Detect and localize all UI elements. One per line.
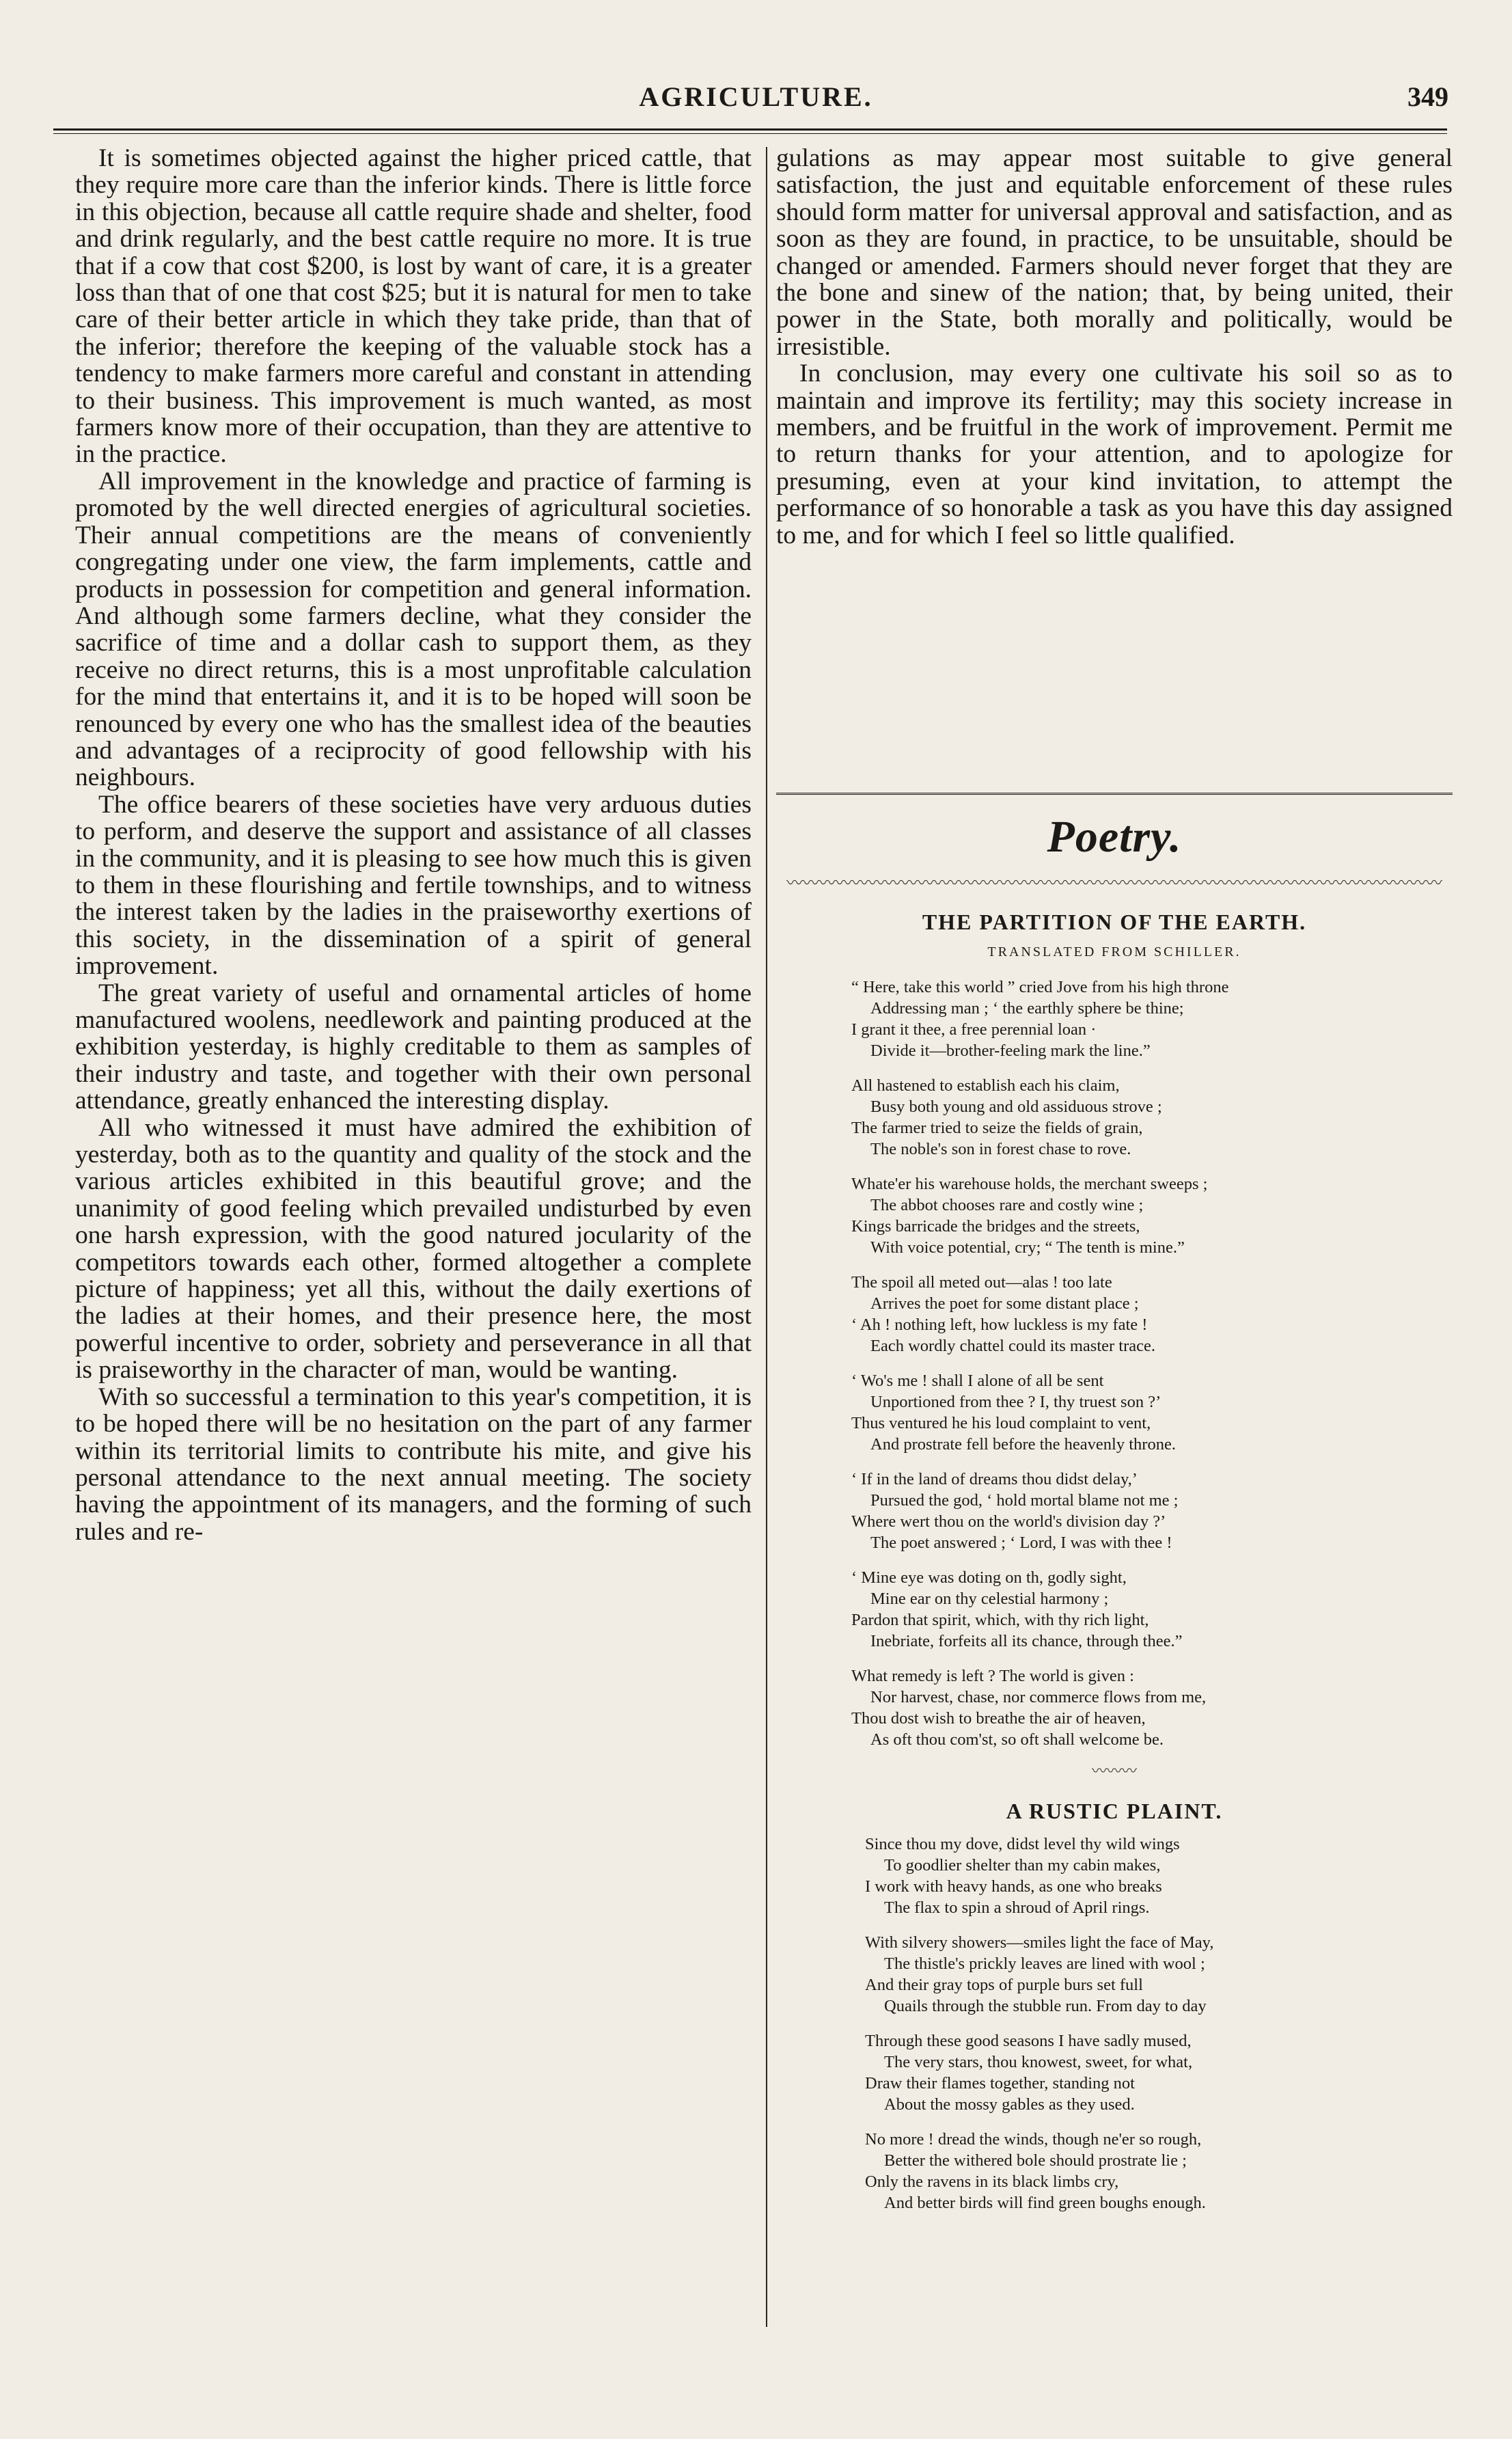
verse-line: The noble's son in forest chase to rove. [870, 1140, 1131, 1158]
verse-line: The abbot chooses rare and costly wine ; [870, 1196, 1144, 1214]
verse-line: Thou dost wish to breathe the air of heaven, [851, 1709, 1146, 1728]
poem-stanzas [776, 1834, 1453, 2213]
verse-line: The spoil all meted out—alas ! too late [851, 1273, 1112, 1292]
verse-line: I work with heavy hands, as one who breaks [865, 1877, 1162, 1896]
wavy-divider: 〰〰〰〰〰〰〰〰〰〰〰〰〰〰〰〰〰〰〰〰〰〰〰〰〰〰〰〰〰〰〰〰〰〰〰〰〰〰〰〰 [786, 875, 1442, 892]
stanza [776, 1469, 1453, 1553]
poem-stanzas [776, 977, 1453, 1750]
stanza [776, 1834, 1453, 1918]
verse-line: “ Here, take this world ” cried Jove from his high throne [851, 978, 1229, 996]
verse-line: To goodlier shelter than my cabin makes, [884, 1856, 1161, 1875]
verse-line: Pursued the god, ‘ hold mortal blame not me ; [870, 1491, 1179, 1510]
stanza [776, 1665, 1453, 1750]
running-title: AGRICULTURE. [639, 81, 873, 112]
stanza [776, 2030, 1453, 2115]
stanza [776, 1272, 1453, 1357]
verse-line: Pardon that spirit, which, with thy rich light, [851, 1611, 1149, 1629]
verse-line: Busy both young and old assiduous strove ; [870, 1098, 1162, 1116]
verse-line: Whate'er his warehouse holds, the merchant sweeps ; [851, 1175, 1208, 1193]
verse-line: ‘ If in the land of dreams thou didst delay,’ [851, 1470, 1138, 1488]
stanza [776, 1567, 1453, 1652]
verse-line: I grant it thee, a free perennial loan · [851, 1020, 1097, 1039]
verse-line: The farmer tried to seize the fields of grain, [851, 1119, 1143, 1137]
verse-line: No more ! dread the winds, though ne'er so rough, [865, 2130, 1202, 2149]
verse-line: With voice potential, cry; “ The tenth is mine.” [870, 1238, 1185, 1257]
paragraph: All who witnessed it must have admired the exhibition of yesterday, both as to the quantity and quality of the stock and the various articles exhibited in this beautiful grove; and the unanimity of good feeling which prevailed undisturbed by even one harsh expression, with the good natured jocularity of the competitors towards each other, formed altogether a complete picture of happiness; yet all this, without the daily exertions of the ladies at their homes, and their presence here, the most powerful incentive to order, sobriety and perseverance in all that is praiseworthy in the character of man, would be wanting. [75, 1113, 752, 1385]
verse-line: Unportioned from thee ? I, thy truest son ?’ [870, 1393, 1162, 1411]
verse-line: Nor harvest, chase, nor commerce flows from me, [870, 1688, 1207, 1706]
paragraph: It is sometimes objected against the higher priced cattle, that they require more care than the inferior kinds. There is little force in this objection, because all cattle require shade and shelter, food and drink regularly, and the best cattle require no more. It is true that if a cow that cost $200, is lost by want of care, it is a greater loss than that of one that cost $25; but it is natural for men to take care of their better article in which they take pride, than that of the inferior; therefore the keeping of the valuable stock has a tendency to make farmers more careful and constant in attending to their business. This improvement is much wanted, as most farmers know more of their occupation, than they are attentive to in the practice. [75, 144, 752, 469]
verse-line: Quails through the stubble run. From day to day [884, 1997, 1207, 2015]
paragraph: In conclusion, may every one cultivate his soil so as to maintain and improve its fertility; may this society increase in members, and be fruitful in the work of improvement. Permit me to return thanks for your attention, and to apologize for presuming, even at your kind invitation, to attempt the performance of so honorable a task as you have this day assigned to me, and for which I feel so little qualified. [776, 359, 1453, 549]
paragraph: All improvement in the knowledge and practice of farming is promoted by the well directed energies of agricultural societies. Their annual competitions are the means of conveniently congregating under one view, the farm implements, cattle and products in possession for competition and general information. And although some farmers decline, what they consider the sacrifice of time and a dollar cash to support them, as they receive no direct returns, this is a most unprofitable calculation for the mind that entertains it, and it is to be hoped will soon be renounced by every one who has the smallest idea of the beauties and advantages of a reciprocity of good fellowship with his neighbours. [75, 467, 752, 792]
stanza [776, 1075, 1453, 1160]
verse-line: Thus ventured he his loud complaint to vent, [851, 1414, 1151, 1432]
verse-line: The flax to spin a shroud of April rings. [884, 1898, 1150, 1917]
verse-line: Kings barricade the bridges and the streets, [851, 1217, 1140, 1236]
stanza [776, 1932, 1453, 2017]
stanza [776, 1370, 1453, 1455]
short-wavy-divider: 〰〰〰 [1091, 1762, 1137, 1780]
verse-line: And their gray tops of purple burs set full [865, 1976, 1143, 1994]
verse-line: And prostrate fell before the heavenly throne. [870, 1435, 1176, 1454]
verse-line: Where wert thou on the world's division day ?’ [851, 1512, 1166, 1531]
poem-partition-of-the-earth [776, 910, 1453, 1750]
paragraph: The great variety of useful and ornamental articles of home manufactured woolens, needlework and painting produced at the exhibition yesterday, is highly creditable to them as samples of their industry and taste, and together with their own personal attendance, greatly enhanced the interesting display. [75, 979, 752, 1115]
left-column [75, 145, 752, 1545]
verse-line: And better birds will find green boughs enough. [884, 2194, 1206, 2212]
verse-line: ‘ Mine eye was doting on th, godly sight, [851, 1568, 1127, 1587]
verse-line: Inebriate, forfeits all its chance, through thee.” [870, 1632, 1183, 1650]
right-column [776, 145, 1453, 549]
column-rule [766, 147, 767, 2327]
verse-line: Addressing man ; ‘ the earthly sphere be thine; [870, 999, 1184, 1018]
poem-rustic-plaint [776, 1799, 1453, 2213]
paragraph: gulations as may appear most suitable to give general satisfaction, the just and equitable enforcement of these rules should form matter for universal approval and satisfaction, and as soon as they are found, in practice, to be unsuitable, should be changed or amended. Farmers should never forget that they are the bone and sinew of the nation; that, by being united, their power in the State, both morally and politically, would be irresistible. [776, 144, 1453, 361]
verse-line: ‘ Ah ! nothing left, how luckless is my fate ! [851, 1316, 1148, 1334]
verse-line: Since thou my dove, didst level thy wild wings [865, 1835, 1180, 1853]
stanza [776, 2129, 1453, 2213]
poetry-heading: Poetry. [1047, 812, 1182, 862]
verse-line: As oft thou com'st, so oft shall welcome be. [870, 1730, 1164, 1749]
verse-line: Divide it—brother-feeling mark the line.” [870, 1041, 1151, 1060]
verse-line: With silvery showers—smiles light the face of May, [865, 1933, 1214, 1952]
section-rule [776, 793, 1453, 798]
verse-line: What remedy is left ? The world is given : [851, 1667, 1134, 1685]
poem-subtitle: TRANSLATED FROM SCHILLER. [987, 944, 1241, 959]
verse-line: Each wordly chattel could its master trace. [870, 1337, 1156, 1355]
stanza [776, 1173, 1453, 1258]
poem-title: A RUSTIC PLAINT. [1006, 1799, 1223, 1823]
poem-title: THE PARTITION OF THE EARTH. [922, 910, 1307, 934]
verse-line: The poet answered ; ‘ Lord, I was with thee ! [870, 1534, 1172, 1552]
verse-line: About the mossy gables as they used. [884, 2095, 1135, 2114]
verse-line: Through these good seasons I have sadly mused, [865, 2032, 1192, 2050]
verse-line: Only the ravens in its black limbs cry, [865, 2172, 1119, 2191]
verse-line: Mine ear on thy celestial harmony ; [870, 1590, 1109, 1608]
stanza [776, 977, 1453, 1061]
verse-line: Better the withered bole should prostrate lie ; [884, 2151, 1187, 2170]
page-number: 349 [1407, 81, 1448, 112]
verse-line: ‘ Wo's me ! shall I alone of all be sent [851, 1372, 1104, 1390]
verse-line: All hastened to establish each his claim, [851, 1076, 1120, 1095]
header-rule [53, 128, 1447, 134]
verse-line: The very stars, thou knowest, sweet, for what, [884, 2053, 1193, 2071]
paragraph: With so successful a termination to this year's competition, it is to be hoped there will be no hesitation on the part of any farmer within its territorial limits to contribute his mite, and give his personal attendance to the next annual meeting. The society having the appointment of its managers, and the forming of such rules and re- [75, 1382, 752, 1546]
verse-line: The thistle's prickly leaves are lined with wool ; [884, 1954, 1205, 1973]
verse-line: Arrives the poet for some distant place ; [870, 1294, 1139, 1313]
poetry-section [776, 793, 1453, 2227]
paragraph: The office bearers of these societies have very arduous duties to perform, and deserve the support and assistance of all classes in the community, and it is pleasing to see how much this is given to them in these flourishing and fertile townships, and to witness the interest taken by the ladies in the praiseworthy exertions of this society, in the dissemination of a spirit of general improvement. [75, 790, 752, 981]
verse-line: Draw their flames together, standing not [865, 2074, 1135, 2093]
